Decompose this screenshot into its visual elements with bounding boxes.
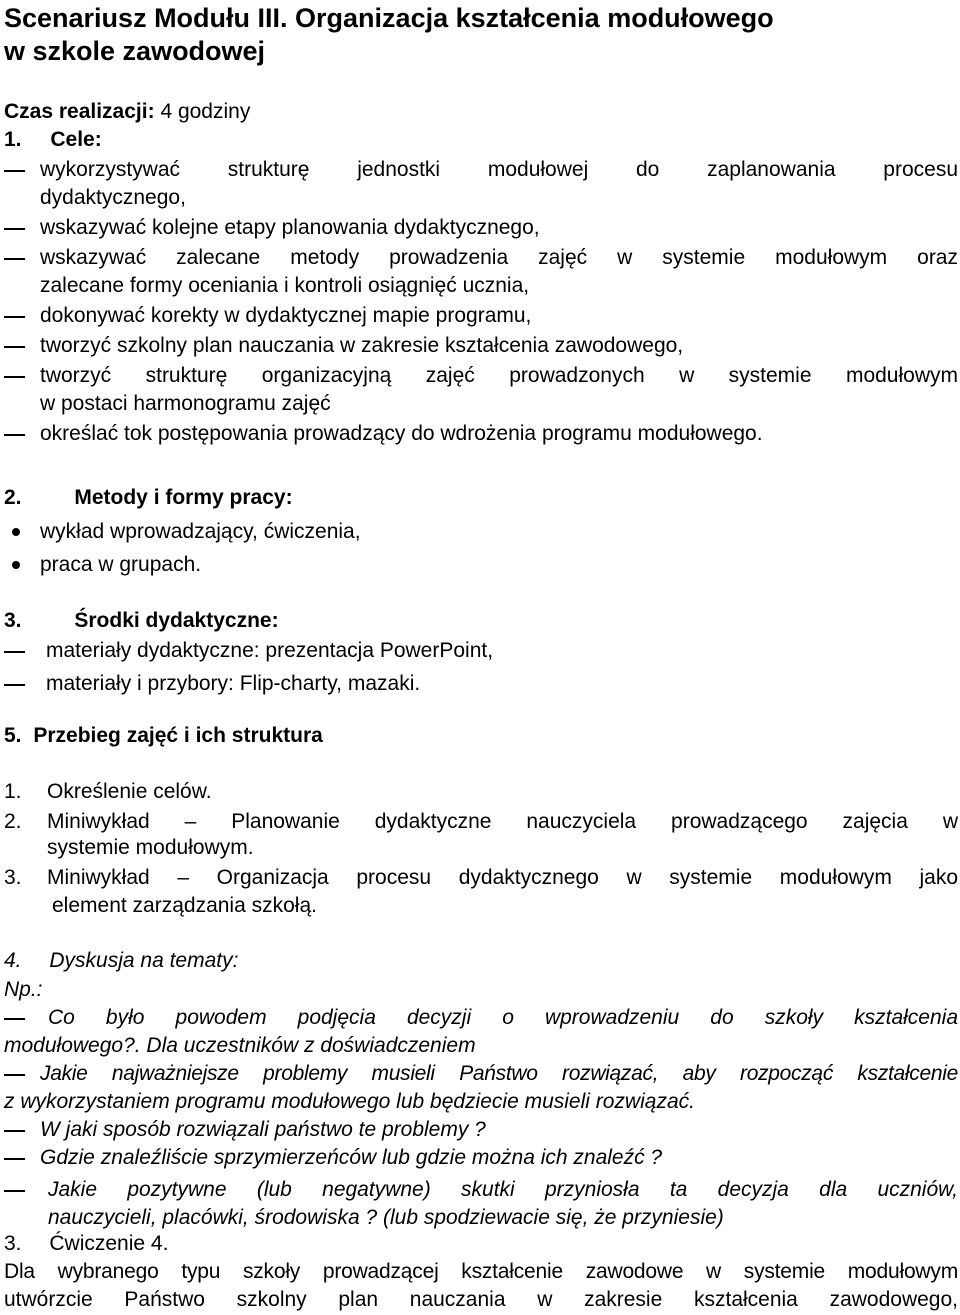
- bullet-dot: [12, 528, 20, 536]
- question-item: [4, 1144, 958, 1176]
- final-line-2: utwórzcie Państwo szkolny plan nauczania w zakresie kształcenia zawodowego,: [4, 1288, 958, 1311]
- goal-item: [4, 302, 958, 332]
- step-text: Miniwykład – Organizacja procesu dydaktycznego w systemie modułowym jako: [47, 866, 958, 889]
- question-text-cont: z wykorzystaniem programu modułowego lub będziecie musieli rozwiązać.: [4, 1090, 695, 1113]
- bullet-dot: [12, 561, 20, 569]
- means-number: 3.: [4, 609, 22, 632]
- step-item: [4, 778, 958, 808]
- title-line-2: w szkole zawodowej: [4, 36, 266, 66]
- methods-heading-row: [4, 484, 958, 512]
- means-text: materiały i przybory: Flip-charty, mazaki.: [46, 672, 421, 695]
- methods-number: 2.: [4, 486, 22, 509]
- time-row: [4, 98, 958, 126]
- time-label: Czas realizacji:: [4, 100, 155, 123]
- step-number: 3.: [4, 866, 22, 889]
- goal-text: dydaktycznego,: [40, 186, 186, 209]
- goal-item: [4, 244, 958, 272]
- course-heading: Przebieg zajęć i ich struktura: [33, 724, 323, 747]
- question-text-cont: nauczycieli, placówki, środowiska ? (lub spodziewacie się, że przyniesie): [48, 1206, 724, 1229]
- question-text: W jaki sposób rozwiązali państwo te problemy ?: [40, 1118, 486, 1141]
- dash-bullet: [4, 362, 25, 378]
- exercise-number: 3.: [4, 1232, 22, 1255]
- goal-text: wskazywać zalecane metody prowadzenia zajęć w systemie modułowym oraz: [40, 246, 958, 269]
- dash-bullet: [4, 1144, 25, 1160]
- step-text: Miniwykład – Planowanie dydaktyczne nauczyciela prowadzącego zajęcia w: [47, 810, 958, 833]
- goal-text: określać tok postępowania prowadzący do wdrożenia programu modułowego.: [40, 422, 763, 445]
- method-text: praca w grupach.: [40, 553, 202, 576]
- step-text-cont: systemie modułowym.: [47, 836, 254, 859]
- step-text-cont: element zarządzania szkołą.: [52, 894, 317, 917]
- goal-item: [4, 156, 958, 184]
- goals-heading-row: [4, 126, 958, 154]
- question-text: Co było powodem podjęcia decyzji o wprowadzeniu do szkoły kształcenia: [48, 1006, 958, 1029]
- dash-bullet: [4, 637, 25, 653]
- course-number: 5.: [4, 724, 22, 747]
- goal-text: w postaci harmonogramu zajęć: [40, 392, 331, 415]
- means-item: [4, 637, 958, 670]
- page-title: [4, 0, 958, 68]
- np-label: Np.:: [4, 978, 43, 1001]
- discussion-heading: Dyskusja na tematy:: [49, 949, 239, 972]
- dash-bullet: [4, 332, 25, 348]
- means-text: materiały dydaktyczne: prezentacja PowerPoint,: [46, 639, 494, 662]
- question-text: Jakie najważniejsze problemy musieli Państwo rozwiązać, aby rozpocząć kształcenie: [40, 1062, 958, 1085]
- dash-bullet: [4, 302, 25, 318]
- means-list: [4, 637, 958, 700]
- exercise-row: [4, 1230, 958, 1258]
- questions-list: [4, 1004, 958, 1232]
- final-line-1: Dla wybranego typu szkoły prowadzącej kształcenie zawodowe w systemie modułowym: [4, 1260, 958, 1283]
- course-heading-row: [4, 722, 958, 750]
- goals-number: 1.: [4, 128, 22, 151]
- question-item: [4, 1004, 958, 1032]
- step-number: 1.: [4, 780, 22, 803]
- goals-heading: Cele:: [50, 128, 102, 151]
- question-text: Jakie pozytywne (lub negatywne) skutki przyniosła ta decyzja dla uczniów,: [48, 1178, 958, 1201]
- step-item: [4, 808, 958, 834]
- means-item: [4, 670, 958, 700]
- goal-item: [4, 332, 958, 362]
- dash-bullet: [4, 420, 25, 436]
- goal-text: tworzyć szkolny plan nauczania w zakresie kształcenia zawodowego,: [40, 334, 684, 357]
- goal-text: wykorzystywać strukturę jednostki modułowej do zaplanowania procesu: [40, 158, 958, 181]
- dash-bullet: [4, 156, 25, 172]
- dash-bullet: [4, 214, 25, 230]
- goal-item: [4, 420, 958, 450]
- question-item: [4, 1060, 958, 1088]
- dash-bullet: [4, 1116, 25, 1132]
- time-value: 4 godziny: [160, 100, 251, 123]
- dash-bullet: [4, 1004, 25, 1020]
- goal-text: dokonywać korekty w dydaktycznej mapie programu,: [40, 304, 532, 327]
- dash-bullet: [4, 244, 25, 260]
- means-heading: Środki dydaktyczne:: [74, 609, 279, 632]
- discussion-heading-row: [4, 947, 958, 975]
- question-text-cont: modułowego?. Dla uczestników z doświadczeniem: [4, 1034, 476, 1057]
- exercise-label: Ćwiczenie 4.: [49, 1232, 169, 1255]
- method-item: [4, 518, 958, 551]
- goal-text: tworzyć strukturę organizacyjną zajęć prowadzonych w systemie modułowym: [40, 364, 958, 387]
- step-number: 2.: [4, 810, 22, 833]
- discussion-number: 4.: [4, 949, 22, 972]
- step-item: [4, 864, 958, 892]
- question-item: [4, 1176, 958, 1204]
- goal-item: [4, 362, 958, 390]
- methods-list: [4, 518, 958, 581]
- method-text: wykład wprowadzający, ćwiczenia,: [40, 520, 361, 543]
- question-text: Gdzie znaleźliście sprzymierzeńców lub gdzie można ich znaleźć ?: [40, 1146, 663, 1169]
- dash-bullet: [4, 1176, 25, 1192]
- question-item: [4, 1116, 958, 1144]
- goal-item: [4, 214, 958, 244]
- step-text: Określenie celów.: [47, 780, 212, 803]
- goals-list: [4, 156, 958, 450]
- methods-heading: Metody i formy pracy:: [74, 486, 293, 509]
- goal-text: wskazywać kolejne etapy planowania dydaktycznego,: [40, 216, 540, 239]
- goal-text: zalecane formy oceniania i kontroli osiągnięć ucznia,: [40, 274, 530, 297]
- method-item: [4, 551, 958, 581]
- dash-bullet: [4, 670, 25, 686]
- dash-bullet: [4, 1060, 25, 1076]
- title-line-1: Scenariusz Modułu III. Organizacja kształcenia modułowego: [4, 3, 774, 33]
- steps-list: [4, 778, 958, 922]
- means-heading-row: [4, 607, 958, 635]
